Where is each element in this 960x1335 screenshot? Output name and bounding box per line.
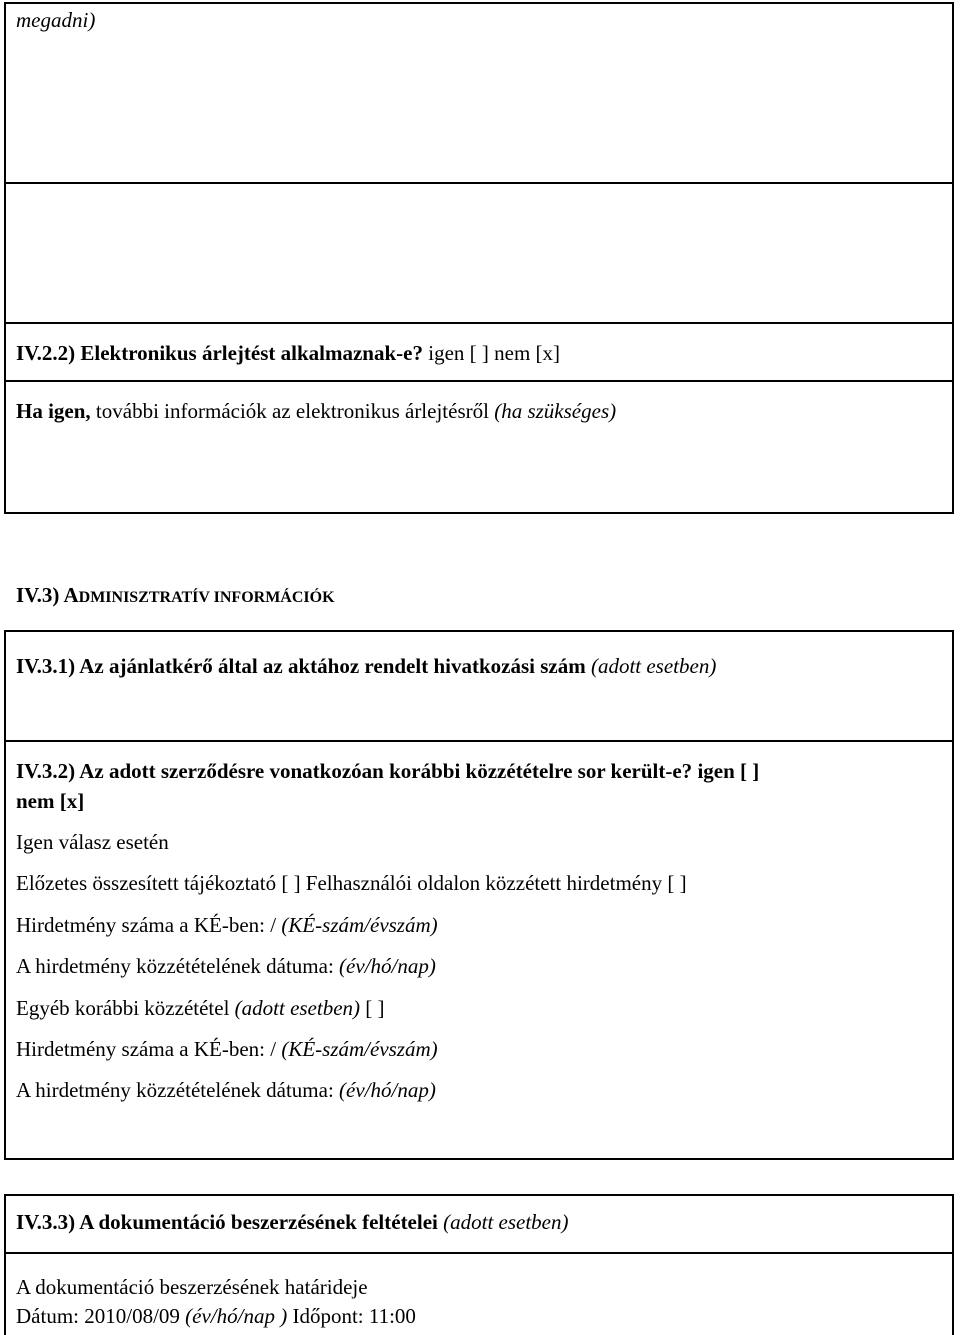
dokumentacio-datum: Dátum: 2010/08/09 (év/hó/nap ) Időpont: 11:00: [16, 1304, 416, 1328]
iv-3-2-heading: IV.3.2) Az adott szerződésre vonatkozóan korábbi közzétételre sor került-e? igen [ ]: [16, 759, 760, 783]
kozzetetel-datuma-1: A hirdetmény közzétételének dátuma: (év/hó/nap): [16, 954, 436, 978]
iv-3-1-heading: IV.3.1) Az ajánlatkérő által az aktához rendelt hivatkozási szám (adott esetben): [16, 654, 717, 678]
hirdetmeny-szama-1: Hirdetmény száma a KÉ-ben: / (KÉ-szám/évszám): [16, 913, 438, 937]
kozzetetel-datuma-2: A hirdetmény közzétételének dátuma: (év/hó/nap): [16, 1078, 436, 1102]
iv-2-2-heading: IV.2.2) Elektronikus árlejtést alkalmaznak-e? igen [ ] nem [x]: [16, 341, 561, 365]
elozetes-line: Előzetes összesített tájékoztató [ ] Felhasználói oldalon közzétett hirdetmény [ ]: [16, 871, 687, 895]
egyeb-kozzetetel: Egyéb korábbi közzététel (adott esetben) [ ]: [16, 996, 385, 1020]
dokumentacio-hatarido: A dokumentáció beszerzésének határideje: [16, 1275, 368, 1299]
continuation-text: megadni): [16, 8, 96, 32]
section-box-empty: [4, 182, 954, 324]
section-box-iv-3-1: [4, 630, 954, 742]
iv-2-2-info: Ha igen, további információk az elektronikus árlejtésről (ha szükséges): [16, 399, 617, 423]
hirdetmeny-szama-2: Hirdetmény száma a KÉ-ben: / (KÉ-szám/évszám): [16, 1037, 438, 1061]
iv-3-3-heading: IV.3.3) A dokumentáció beszerzésének feltételei (adott esetben): [16, 1210, 569, 1234]
igen-valasz-label: Igen válasz esetén: [16, 830, 169, 854]
section-box-continuation: [4, 2, 954, 184]
iv-3-2-heading-line2: nem [x]: [16, 789, 85, 813]
iv-3-title: IV.3) ADMINISZTRATÍV INFORMÁCIÓK: [16, 583, 335, 607]
